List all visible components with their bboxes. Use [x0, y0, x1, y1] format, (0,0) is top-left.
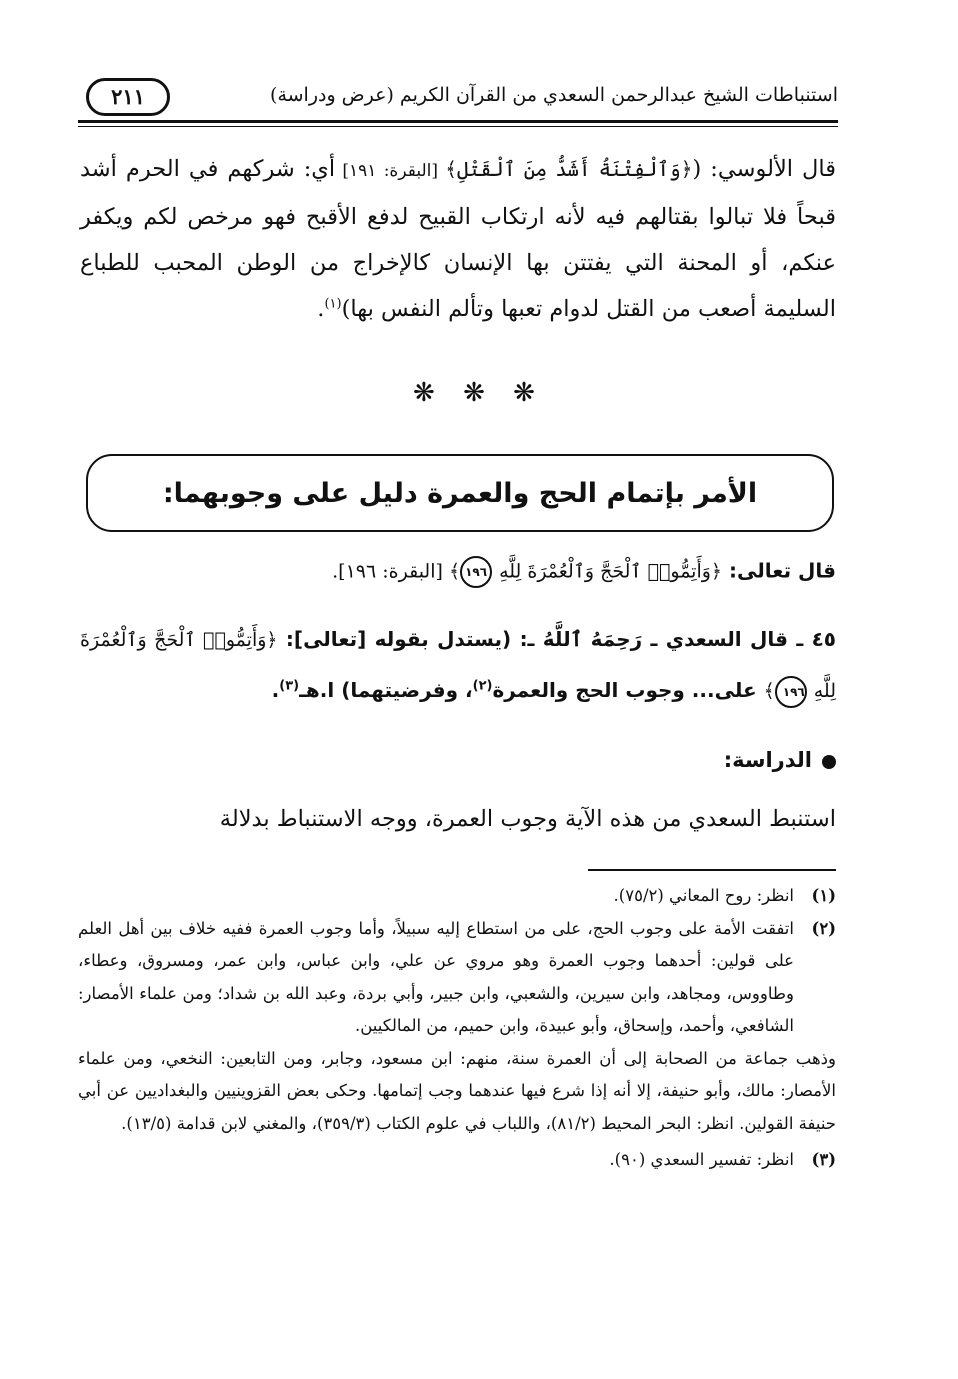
study-heading: الدراسة: [723, 748, 812, 772]
footnote-text: وذهب جماعة من الصحابة إلى أن العمرة سنة، منهم: ابن مسعود، وجابر، ومن التابعين: النخعي، ومن علماء الأمصار: مالك، وأبو حنيفة، إلا أنه إذا شرع فيها عندهما وجب إتمامها. وحكى بعض القزوينيين والبغداديين عن أبي حنيفة القولين. انظر: البحر المحيط (٨١/٢)، واللباب في علوم الكتاب (٣٥٩/٣)، والمغني لابن قدامة (١٣/٥). [78, 1048, 836, 1133]
quran-close: ﴾ [448, 560, 461, 583]
surah-reference: [البقرة: ١٩١] [335, 161, 446, 181]
footnote-text: انظر: تفسير السعدي (٩٠). [609, 1150, 794, 1169]
paragraph-alusi [80, 146, 836, 332]
quote-text: على... وجوب الحج والعمرة [492, 678, 764, 702]
footnote-marker-1: (١) [324, 296, 342, 312]
bullet-icon [822, 755, 836, 769]
footnote-number: (٣) [811, 1150, 836, 1169]
footnote-text: اتفقت الأمة على وجوب الحج، على من استطاع إليه سبيلاً، وأما وجوب العمرة ففيه خلاف بين أهل العلم على قولين: أحدهما وجوب العمرة وهو مروي عن علي، وابن عباس، وابن عمر، ومسروق، وعطاء، وطاووس، ومجاهد، وابن سيرين، والشعبي، وابن جبير، وأبي بردة، وعبد الله بن شداد؛ ومن علماء الأمصار: الشافعي، وأحمد، وإسحاق، وأبو عبيدة، وابن حميم، من المالكيين. [78, 918, 794, 1035]
quran-quote: ﴿وَٱلْفِتْنَةُ أَشَدُّ مِنَ ٱلْقَتْلِ﴾ [445, 157, 693, 181]
ayah-intro: قال تعالى: [722, 558, 836, 583]
footnote-item [78, 880, 836, 913]
section-title-box [86, 454, 834, 532]
quote-45 [80, 614, 836, 716]
footnote-item [78, 913, 836, 1043]
quote-intro: قال السعدي ـ رَحِمَهُ ٱللَّهُ ـ: (يستدل بقوله [تعالى]: [277, 627, 788, 651]
quote-text-2: ، وفرضيتهما) ا.هـ [299, 678, 473, 702]
quote-number: ٤٥ ـ [787, 627, 837, 651]
ayah-number-marker: ١٩٦ [460, 556, 492, 588]
quran-quote: ﴿وَأَتِمُّوا۟ ٱلْحَجَّ وَٱلْعُمْرَةَ لِلَّهِ [80, 629, 836, 702]
paragraph-intro: قال الألوسي: ( [692, 156, 836, 182]
footnote-rule [588, 869, 836, 871]
footnote-item [78, 1144, 836, 1177]
footnote-number: (١) [811, 886, 836, 905]
paragraph-text: أي: شركهم في الحرم أشد قبحاً فلا تبالوا بقتالهم فيه لأنه ارتكاب القبيح لدفع الأقبح فهو مرخص لكم ويكفر عنكم، أو المحنة التي يفتتن بها الإنسان كالإخراج من الوطن المحبب للطباع السليمة أصعب من القتل لدوام تعبها وتألم النفس بها) [80, 156, 836, 322]
quote-end: . [271, 678, 280, 702]
footnote-marker-2: (٢) [472, 678, 493, 694]
ayah-line [80, 556, 836, 588]
quran-close: ﴾ [763, 680, 775, 702]
running-title: استنباطات الشيخ عبدالرحمن السعدي من القرآن الكريم (عرض ودراسة) [270, 84, 838, 106]
surah-reference: [البقرة: ١٩٦]. [332, 560, 449, 583]
quran-quote: ﴿وَأَتِمُّوا۟ ٱلْحَجَّ وَٱلْعُمْرَةَ لِلَّهِ [499, 560, 723, 583]
footnote-marker-3: (٣) [279, 678, 300, 694]
footnote-number: (٢) [811, 918, 836, 938]
page-number: ٢١١ [86, 78, 170, 116]
study-paragraph: استنبط السعدي من هذه الآية وجوب العمرة، ووجه الاستنباط بدلالة [219, 806, 836, 832]
footnotes [78, 880, 836, 1177]
page-header [78, 70, 838, 118]
section-title: الأمر بإتمام الحج والعمرة دليل على وجوبهما: [162, 477, 758, 509]
footnote-item [78, 1043, 836, 1141]
header-rule-thin [78, 126, 838, 127]
ayah-number-marker: ١٩٦ [775, 676, 807, 708]
paragraph-end: . [317, 296, 325, 322]
header-rule-thick [78, 120, 838, 123]
footnote-text: انظر: روح المعاني (٧٥/٢). [613, 886, 794, 905]
section-separator: ❋ ❋ ❋ [413, 378, 545, 408]
